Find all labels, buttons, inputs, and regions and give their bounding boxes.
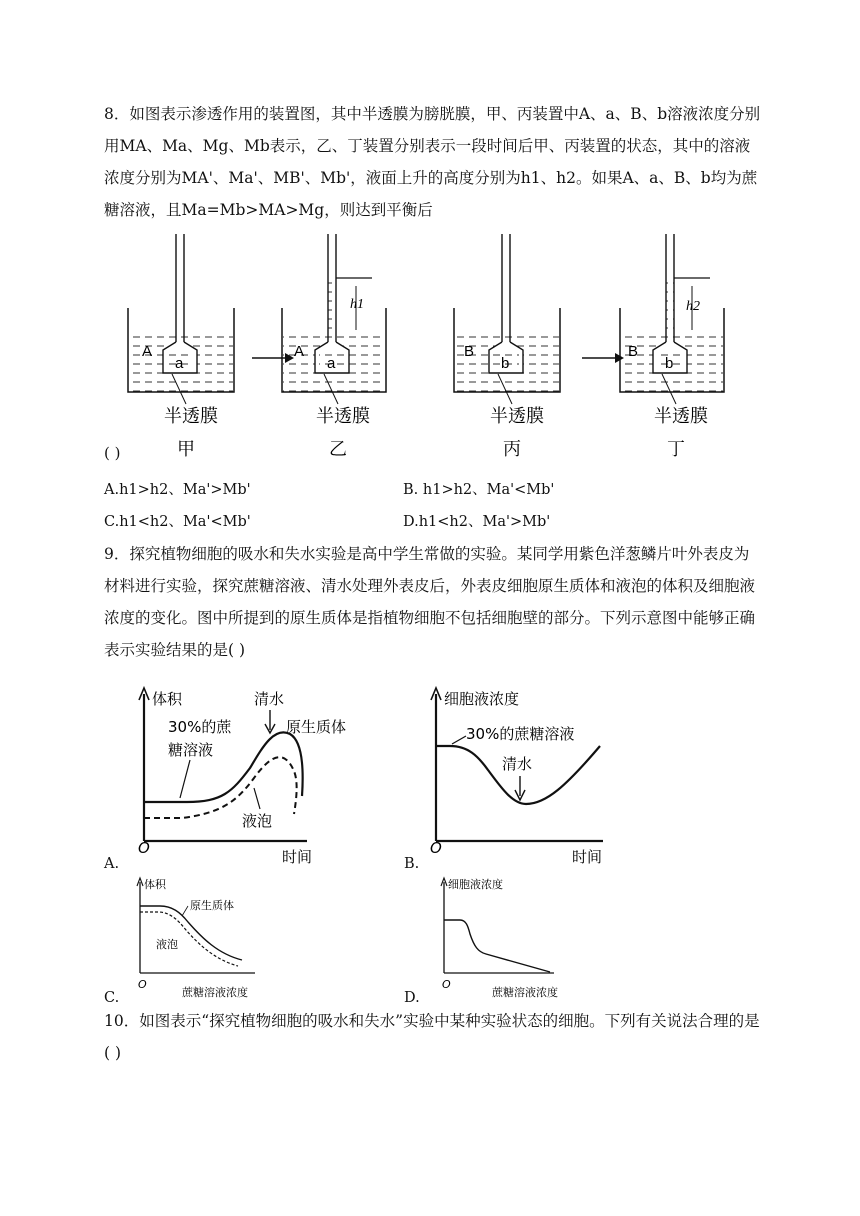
- graph-C-label-protoplast: 原生质体: [190, 899, 234, 912]
- osmosis-apparatus-diagram: [120, 234, 740, 464]
- caption-ding: 丁: [667, 439, 685, 460]
- graph-C-origin: O: [138, 978, 147, 991]
- graph-B-ylabel: 细胞液浓度: [444, 690, 520, 708]
- q8-option-C-text: h1<h2、Ma'<Mb': [119, 514, 251, 530]
- height-label-h2: h2: [686, 299, 700, 314]
- graph-A-xlabel: 时间: [282, 848, 313, 866]
- answer-blank-q8: ( ): [104, 444, 121, 462]
- graph-A-label-qingshui: 清水: [254, 690, 285, 708]
- graph-A-ylabel: 体积: [152, 690, 183, 708]
- apparatus-jia: [128, 234, 234, 460]
- membrane-label-3: 半透膜: [490, 406, 544, 427]
- graph-B-origin: O: [430, 839, 442, 857]
- graph-B-label-sucrose: 30%的蔗糖溶液: [466, 725, 575, 743]
- graph-D: [436, 876, 606, 1002]
- solution-label-A-1: A: [142, 343, 153, 360]
- membrane-label-1: 半透膜: [164, 406, 218, 427]
- graph-A: [132, 686, 347, 866]
- question-10-text: 10．如图表示“探究植物细胞的吸水和失水”实验中某种实验状态的细胞。下列有关说法合理的是( ): [104, 1012, 760, 1062]
- solution-label-A-2: A: [294, 343, 305, 360]
- solution-label-a-2: a: [327, 355, 336, 372]
- solution-label-a-1: a: [175, 355, 184, 372]
- question-10-stem: [104, 1005, 764, 1069]
- graph-C: [130, 876, 300, 1002]
- question-8-stem: [104, 98, 764, 226]
- membrane-label-4: 半透膜: [654, 406, 708, 427]
- graph-A-label-sucrose-1: 30%的蔗: [168, 718, 232, 736]
- graph-C-option-letter[interactable]: C.: [104, 990, 120, 1006]
- apparatus-ding: [620, 234, 724, 460]
- graph-D-origin: O: [442, 978, 451, 991]
- q8-option-A[interactable]: [104, 478, 251, 499]
- q8-option-B[interactable]: [403, 478, 554, 499]
- apparatus-bing: [454, 234, 560, 460]
- graph-C-label-vacuole: 液泡: [156, 938, 178, 951]
- graph-D-option-letter[interactable]: D.: [404, 990, 420, 1006]
- q8-option-C[interactable]: [104, 510, 251, 531]
- graph-B: [428, 686, 638, 866]
- graph-C-ylabel: 体积: [144, 878, 166, 891]
- height-label-h1: h1: [350, 297, 364, 312]
- graph-A-origin: O: [138, 839, 150, 857]
- membrane-label-2: 半透膜: [316, 406, 370, 427]
- q8-option-C-letter: C.: [104, 514, 120, 530]
- graph-B-label-qingshui: 清水: [502, 755, 533, 773]
- solution-label-b-1: b: [501, 355, 510, 372]
- q8-option-A-letter: A.: [104, 482, 120, 498]
- question-9-stem: [104, 538, 764, 666]
- q8-option-D[interactable]: [403, 510, 550, 531]
- graph-A-label-vacuole: 液泡: [242, 812, 273, 830]
- caption-bing: 丙: [503, 439, 521, 460]
- question-9-text: 9．探究植物细胞的吸水和失水实验是高中学生常做的实验。某同学用紫色洋葱鳞片叶外表皮为材料进行实验，探究蔗糖溶液、清水处理外表皮后，外表皮细胞原生质体和液泡的体积及细胞液浓度的变化。图中所提到的原生质体是指植物细胞不包括细胞壁的部分。下列示意图中能够正确表示实验结果的是( ): [104, 545, 756, 659]
- graph-D-xlabel: 蔗糖溶液浓度: [492, 986, 558, 999]
- solution-label-B-1: B: [464, 343, 475, 360]
- graph-A-label-sucrose-2: 糖溶液: [168, 741, 214, 759]
- solution-label-B-2: B: [628, 343, 639, 360]
- caption-jia: 甲: [177, 439, 195, 460]
- graph-D-ylabel: 细胞液浓度: [448, 878, 503, 891]
- q8-option-D-letter: D.: [403, 514, 419, 530]
- caption-yi: 乙: [329, 439, 347, 460]
- q8-option-A-text: h1>h2、Ma'>Mb': [119, 482, 251, 498]
- graph-C-xlabel: 蔗糖溶液浓度: [182, 986, 248, 999]
- graph-B-xlabel: 时间: [572, 848, 603, 866]
- apparatus-yi: [282, 234, 386, 460]
- graph-A-option-letter[interactable]: A.: [104, 856, 120, 872]
- solution-label-b-2: b: [665, 355, 674, 372]
- q8-option-B-text: h1>h2、Ma'<Mb': [422, 482, 555, 498]
- q8-option-B-letter: B.: [403, 482, 419, 498]
- question-8-text: 8．如图表示渗透作用的装置图，其中半透膜为膀胱膜，甲、丙装置中A、a、B、b溶液浓度分别用MA、Ma、Mg、Mb表示，乙、丁装置分别表示一段时间后甲、丙装置的状态，其中的溶液浓度分别为MA'、Ma'、MB'、Mb'，液面上升的高度分别为h1、h2。如果A、a、B、b均为蔗糖溶液，且Ma=Mb>MA>Mg，则达到平衡后: [104, 105, 761, 219]
- q8-option-D-text: h1<h2、Ma'>Mb': [418, 514, 551, 530]
- graph-B-option-letter[interactable]: B.: [404, 856, 420, 872]
- graph-A-label-protoplast: 原生质体: [286, 718, 347, 736]
